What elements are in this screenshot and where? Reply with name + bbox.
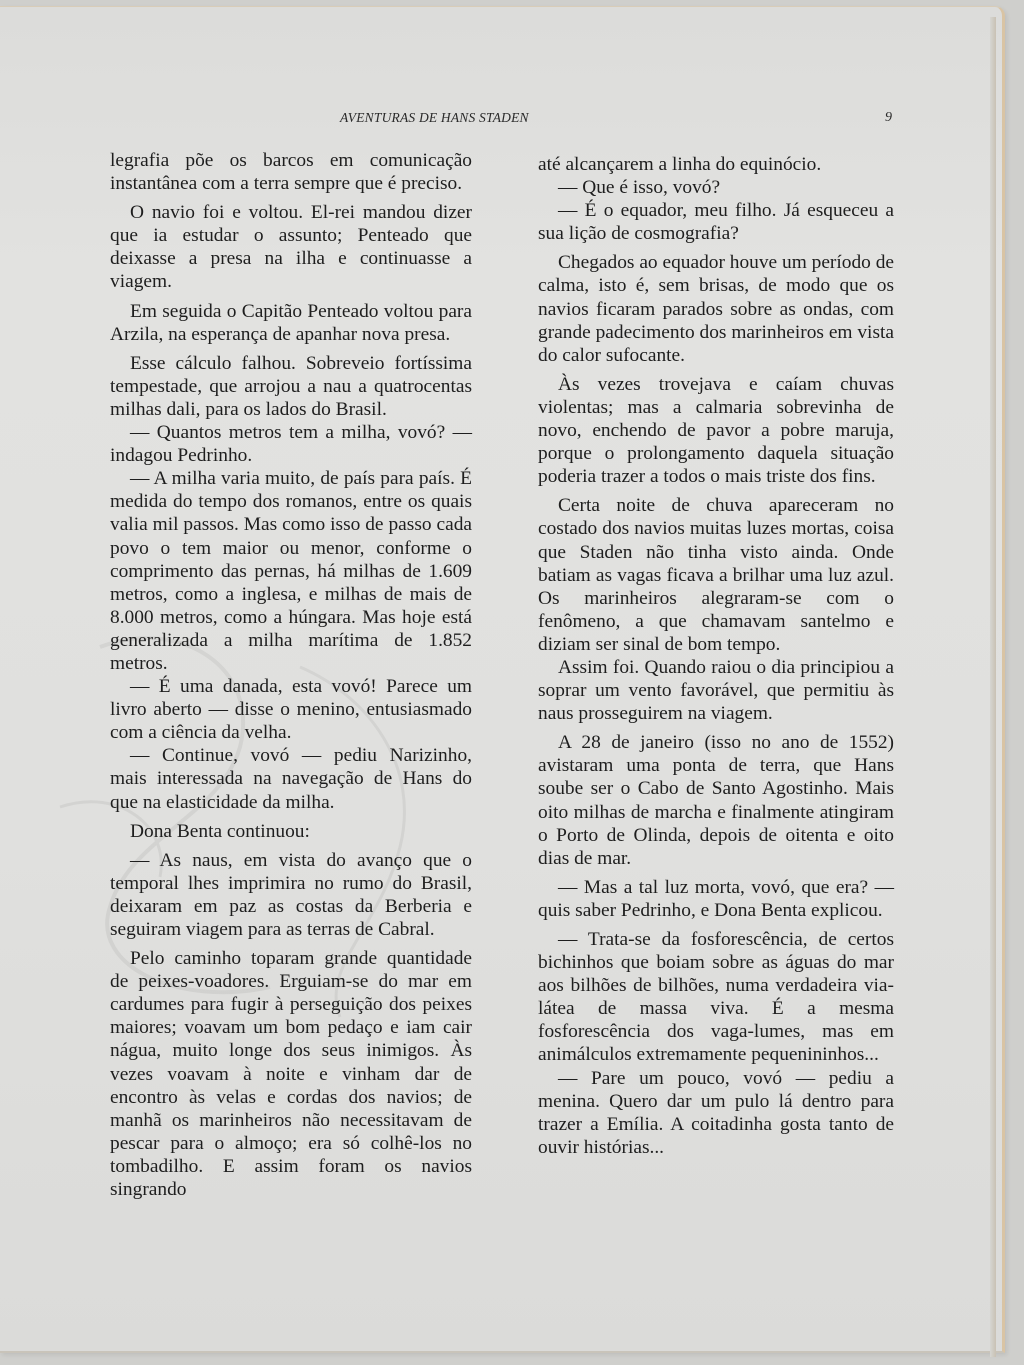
paragraph: Assim foi. Quando raiou o dia principiou a soprar um vento favorável, que permitiu às naus prosseguirem na viagem. bbox=[538, 656, 894, 725]
paragraph: Pelo caminho toparam grande quantidade de peixes-voadores. Erguiam-se do mar em cardumes para fugir à perseguição dos peixes maiores; voavam um bom pedaço e iam cair nágua, muito longe dos seus inimigos. Às vezes voavam à noite e vinham dar de encontro às velas e cordas dos navios; de manhã os marinheiros não necessitavam de pescar para o almoço; era só colhê-los no tombadilho. E assim foram os navios singrando bbox=[110, 948, 472, 1201]
paragraph: — Continue, vovó — pediu Narizinho, mais interessada na navegação de Hans do que na elasticidade da milha. bbox=[110, 745, 472, 813]
paragraph: — Trata-se da fosforescência, de certos bichinhos que boiam sobre as águas do mar aos bilhões de bilhões, numa verdadeira via-látea de massa viva. É a mesma fosforescência dos vaga-lumes, mas em animálculos extremamente pequenininhos... bbox=[538, 929, 894, 1066]
paragraph: — Que é isso, vovó? bbox=[558, 177, 721, 199]
paragraph: Em seguida o Capitão Penteado voltou para Arzila, na esperança de apanhar nova presa. bbox=[110, 300, 472, 345]
paragraph: Chegados ao equador houve um período de calma, isto é, sem brisas, de modo que os navios ficaram parados sobre as ondas, com grande padecimento dos marinheiros em vista do calor sufocante. bbox=[538, 252, 895, 366]
book-page bbox=[0, 6, 1005, 1353]
paragraph: até alcançarem a linha do equinócio. bbox=[538, 154, 822, 175]
paragraph: Dona Benta continuou: bbox=[130, 820, 310, 842]
paragraph: Certa noite de chuva apareceram no costado dos navios muitas luzes mortas, coisa que Staden não tinha visto ainda. Onde batiam as vagas ficava a brilhar uma luz azul. Os marinheiros alegraram-se com o fenômeno, a que chamavam santelmo e diziam ser sinal de bom tempo. bbox=[538, 495, 894, 655]
right-column bbox=[538, 153, 894, 1165]
paragraph: O navio foi e voltou. El-rei mandou dizer que ia estudar o assunto; Penteado que deixasse a presa na ilha e continuasse a viagem. bbox=[110, 202, 472, 293]
paragraph: — Pare um pouco, vovó — pediu a menina. Quero dar um pulo lá dentro para trazer a Emília. A coitadinha gosta tanto de ouvir histórias... bbox=[538, 1067, 894, 1158]
paragraph: — É o equador, meu filho. Já esqueceu a sua lição de cosmografia? bbox=[538, 200, 894, 245]
paragraph: — As naus, em vista do avanço que o temporal lhes imprimira no rumo do Brasil, deixaram em paz as costas da Berberia e seguiram viagem para as terras de Cabral. bbox=[110, 849, 472, 940]
left-column bbox=[110, 149, 472, 1207]
paragraph: Às vezes trovejava e caíam chuvas violentas; mas a calmaria sobrevinha de novo, enchendo de pavor a pobre maruja, porque o prolongamento daquela situação poderia trazer a todos o mais triste dos fins. bbox=[538, 373, 894, 488]
page-edge bbox=[990, 17, 996, 1357]
paragraph: — É uma danada, esta vovó! Parece um livro aberto — disse o menino, entusiasmado com a ciência da velha. bbox=[110, 676, 472, 744]
paragraph: A 28 de janeiro (isso no ano de 1552) avistaram uma ponta de terra, que Hans soube ser o Cabo de Santo Agostinho. Mais oito milhas de marcha e finalmente atingiram o Porto de Olinda, depois de oitenta e oito dias de mar. bbox=[538, 732, 894, 869]
paragraph: — Quantos metros tem a milha, vovó? — indagou Pedrinho. bbox=[110, 422, 472, 467]
paragraph: Esse cálculo falhou. Sobreveio fortíssima tempestade, que arrojou a nau a quatrocentas milhas dali, para os lados do Brasil. bbox=[110, 352, 472, 420]
paragraph: — Mas a tal luz morta, vovó, que era? — quis saber Pedrinho, e Dona Benta explicou. bbox=[538, 876, 894, 921]
paragraph: legrafia põe os barcos em comunicação instantânea com a terra sempre que é preciso. bbox=[110, 150, 472, 195]
page-number: 9 bbox=[885, 110, 892, 125]
running-head: AVENTURAS DE HANS STADEN bbox=[340, 110, 529, 125]
paragraph: — A milha varia muito, de país para país. É medida do tempo dos romanos, entre os quais valia mil passos. Mas como isso de passo cada povo o tem maior ou menor, conforme o comprimento das pernas, há milhas de 1.609 metros, como a inglesa, e milhas de mais de 8.000 metros, como a húngara. Mas hoje está generalizada a milha marítima de 1.852 metros. bbox=[110, 468, 472, 674]
